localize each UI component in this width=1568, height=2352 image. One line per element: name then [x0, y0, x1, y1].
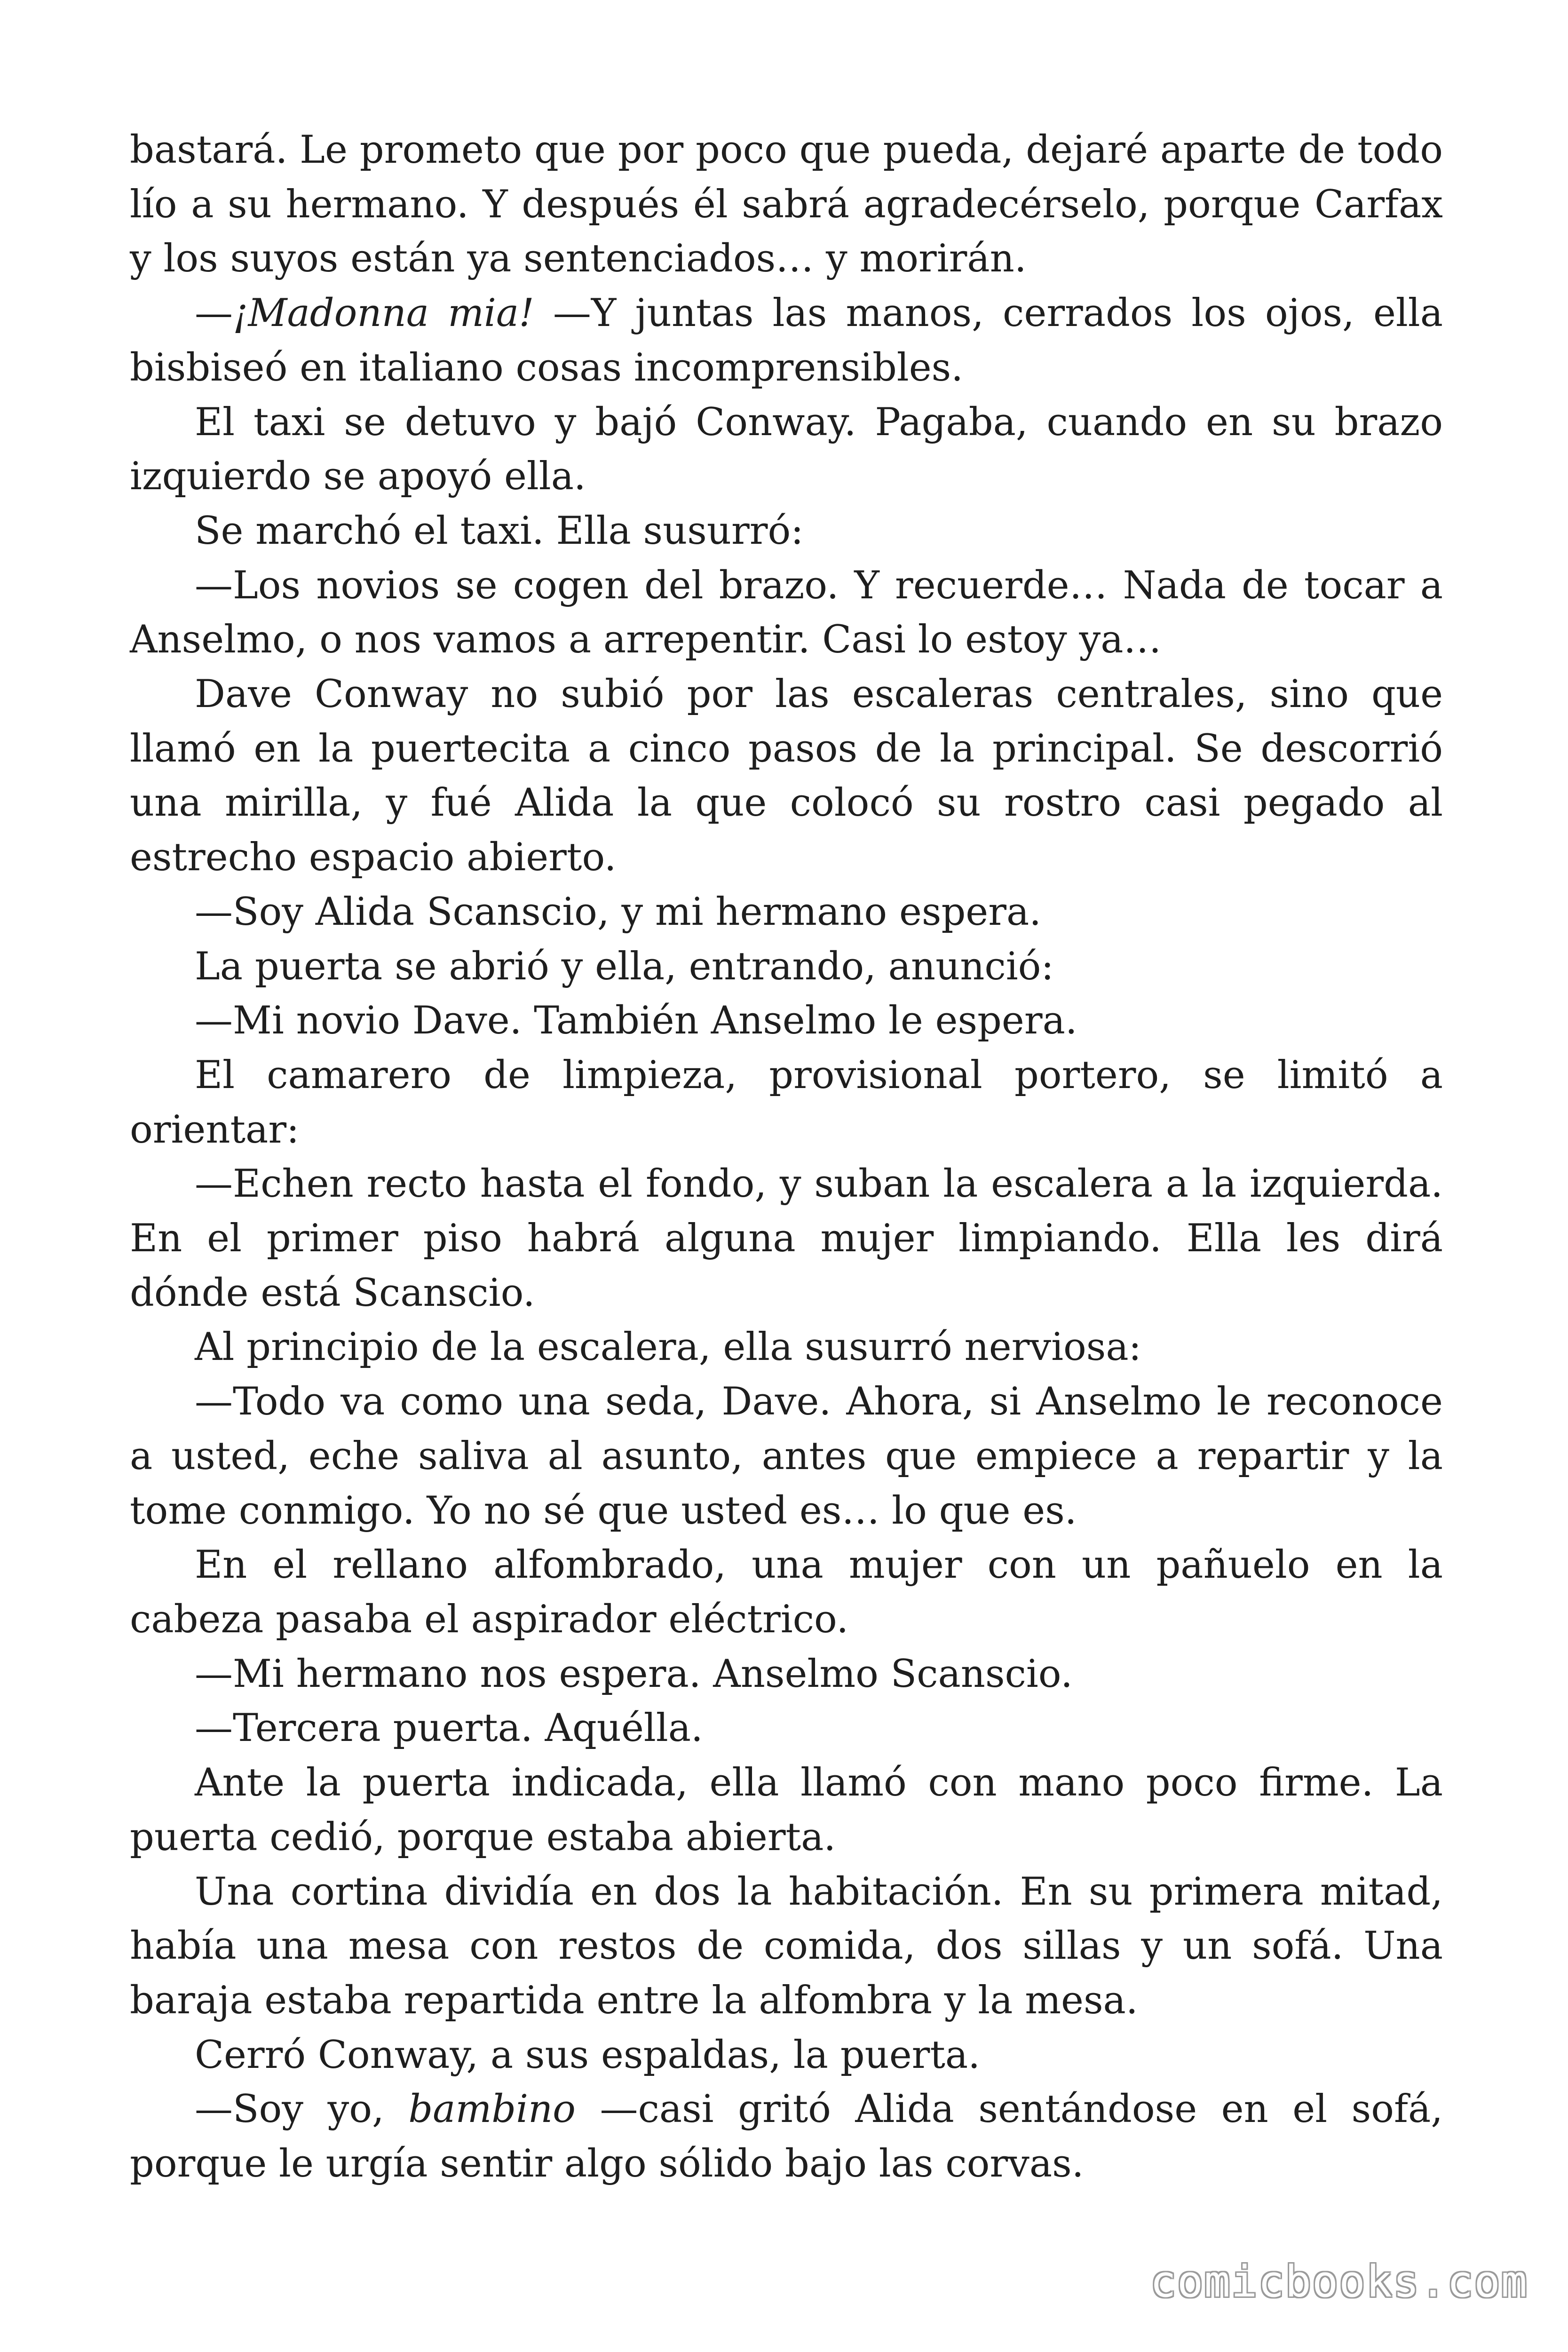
paragraph — [130, 2082, 1443, 2191]
paragraph: Ante la puerta indicada, ella llamó con mano poco firme. La puerta cedió, porque estaba abierta. — [130, 1761, 1443, 1859]
italic-word: bambino — [408, 2087, 576, 2132]
paragraph-prefix: —Soy yo, — [195, 2087, 409, 2132]
paragraph-text: —Y juntas las manos, cerrados los ojos, ella bisbiseó en italiano cosas incomprensibles. — [130, 291, 1443, 390]
page-text — [130, 123, 1443, 2192]
italic-phrase: ¡Madonna mia! — [233, 291, 534, 336]
paragraph: La puerta se abrió y ella, entrando, anunció: — [195, 944, 1054, 989]
paragraph: —Mi novio Dave. También Anselmo le espera. — [195, 999, 1077, 1043]
paragraph: —Tercera puerta. Aquélla. — [195, 1706, 703, 1751]
paragraph: bastará. Le prometo que por poco que pueda, dejaré aparte de todo lío a su hermano. Y después él sabrá agradecérselo, porque Carfax y los suyos están ya sentenciados… y morirán. — [130, 128, 1443, 281]
watermark: comicbooks.com — [1150, 2257, 1528, 2307]
paragraph: —Todo va como una seda, Dave. Ahora, si Anselmo le reconoce a usted, eche saliva al asunto, antes que empiece a repartir y la tome conmigo. Yo no sé que usted es… lo que es. — [130, 1380, 1443, 1533]
paragraph: Cerró Conway, a sus espaldas, la puerta. — [195, 2033, 980, 2077]
paragraph: —Los novios se cogen del brazo. Y recuerde… Nada de tocar a Anselmo, o nos vamos a arrepentir. Casi lo estoy ya… — [130, 563, 1443, 662]
paragraph: Al principio de la escalera, ella susurró nerviosa: — [195, 1325, 1141, 1370]
paragraph: —Mi hermano nos espera. Anselmo Scanscio. — [195, 1652, 1073, 1696]
paragraph: El taxi se detuvo y bajó Conway. Pagaba, cuando en su brazo izquierdo se apoyó ella. — [130, 400, 1443, 499]
paragraph: El camarero de limpieza, provisional portero, se limitó a orientar: — [130, 1053, 1443, 1152]
paragraph-text: —casi gritó Alida sentándose en el sofá, porque le urgía sentir algo sólido bajo las corvas. — [130, 2087, 1443, 2186]
paragraph: —Echen recto hasta el fondo, y suban la escalera a la izquierda. En el primer piso habrá alguna mujer limpiando. Ella les dirá dónde está Scanscio. — [130, 1162, 1443, 1315]
paragraph: En el rellano alfombrado, una mujer con un pañuelo en la cabeza pasaba el aspirador eléctrico. — [130, 1543, 1443, 1642]
dash: — — [195, 291, 233, 336]
paragraph: Dave Conway no subió por las escaleras centrales, sino que llamó en la puertecita a cinco pasos de la principal. Se descorrió una mirilla, y fué Alida la que colocó su rostro casi pegado al estrecho espacio abierto. — [130, 672, 1443, 880]
paragraph: Se marchó el taxi. Ella susurró: — [195, 509, 804, 553]
paragraph — [130, 286, 1443, 395]
paragraph: —Soy Alida Scanscio, y mi hermano espera. — [195, 890, 1041, 934]
paragraph: Una cortina dividía en dos la habitación. En su primera mitad, había una mesa con restos de comida, dos sillas y un sofá. Una baraja estaba repartida entre la alfombra y la mesa. — [130, 1869, 1443, 2023]
